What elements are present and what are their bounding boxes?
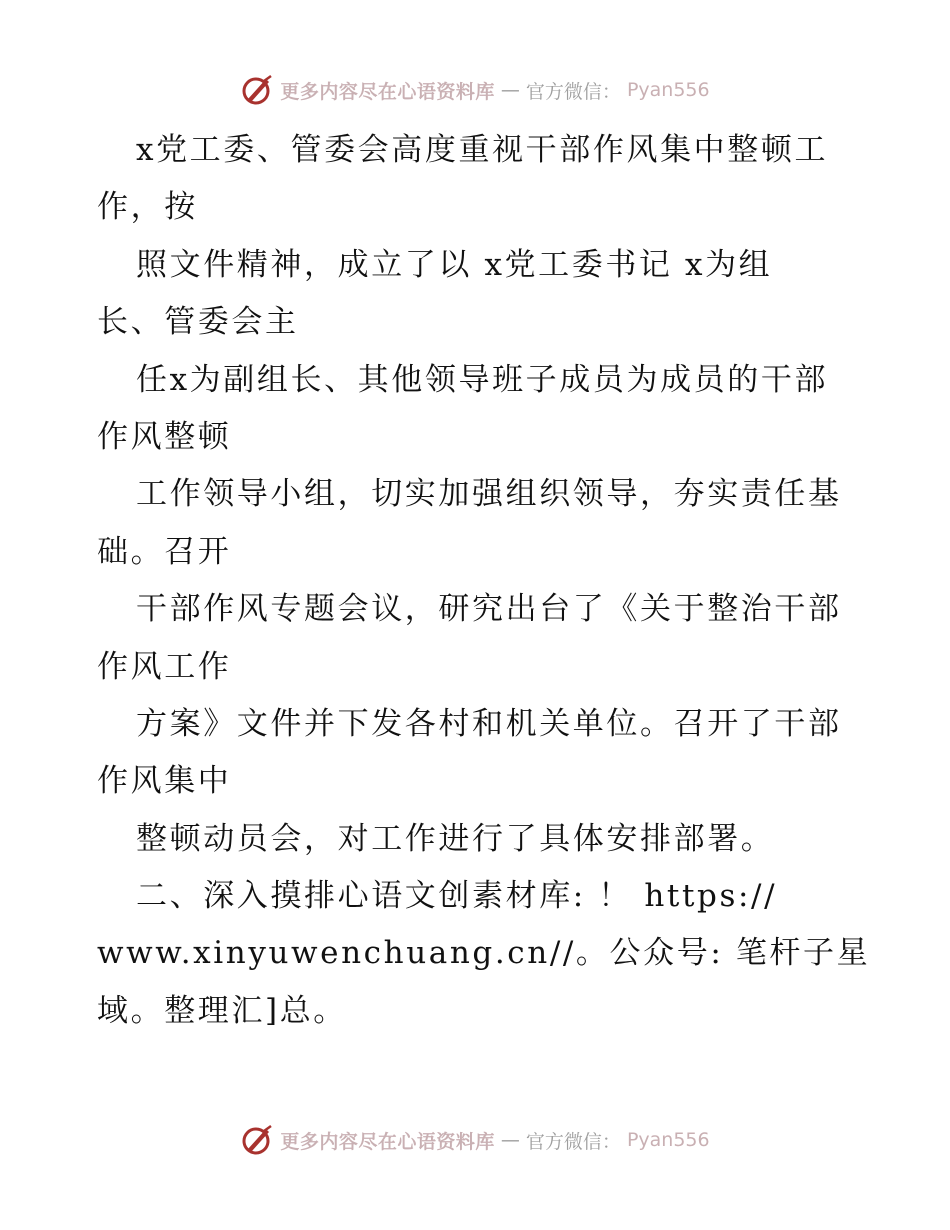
- body-line: 任x为副组长、其他领导班子成员为成员的干部: [136, 361, 829, 398]
- body-line: www.xinyuwenchuang.cn//。公众号: 笔杆子星: [97, 935, 871, 972]
- body-line: 作风工作: [97, 648, 232, 685]
- body-line: 域。整理汇]总。: [97, 992, 347, 1029]
- footer-banner: [0, 1120, 950, 1160]
- header-separator: —: [500, 79, 520, 101]
- body-line: x党工委、管委会高度重视干部作风集中整顿工: [136, 132, 829, 168]
- quill-logo-icon: [240, 1123, 274, 1157]
- body-line: 整顿动员会，对工作进行了具体安排部署。: [136, 820, 775, 857]
- body-line: 方案》文件并下发各村和机关单位。召开了干部: [136, 705, 842, 742]
- footer-separator: —: [500, 1129, 520, 1151]
- quill-logo-icon: [240, 73, 274, 107]
- body-line: 作风集中: [97, 763, 232, 800]
- footer-wechat-label: 官方微信：: [525, 1130, 621, 1153]
- body-line: 照文件精神，成立了以 x党工委书记 x为组: [136, 246, 773, 283]
- body-line: 工作领导小组，切实加强组织领导，夯实责任基: [136, 476, 842, 513]
- header-banner: [0, 70, 950, 110]
- body-line: 作，按: [97, 189, 198, 226]
- body-line: 础。召开: [97, 533, 232, 570]
- document-body: [97, 122, 871, 1040]
- footer-wechat-id: Pyan556: [626, 1129, 710, 1151]
- header-site-text: 更多内容尽在心语资料库: [280, 80, 495, 103]
- header-wechat-id: Pyan556: [626, 79, 710, 101]
- body-line: 长、管委会主: [97, 304, 299, 341]
- body-line: 二、深入摸排心语文创素材库: ！ https://: [136, 878, 778, 915]
- body-line: 干部作风专题会议，研究出台了《关于整治干部: [136, 591, 842, 628]
- footer-site-text: 更多内容尽在心语资料库: [280, 1130, 495, 1153]
- header-wechat-label: 官方微信：: [525, 80, 621, 103]
- body-line: 作风整顿: [97, 418, 232, 455]
